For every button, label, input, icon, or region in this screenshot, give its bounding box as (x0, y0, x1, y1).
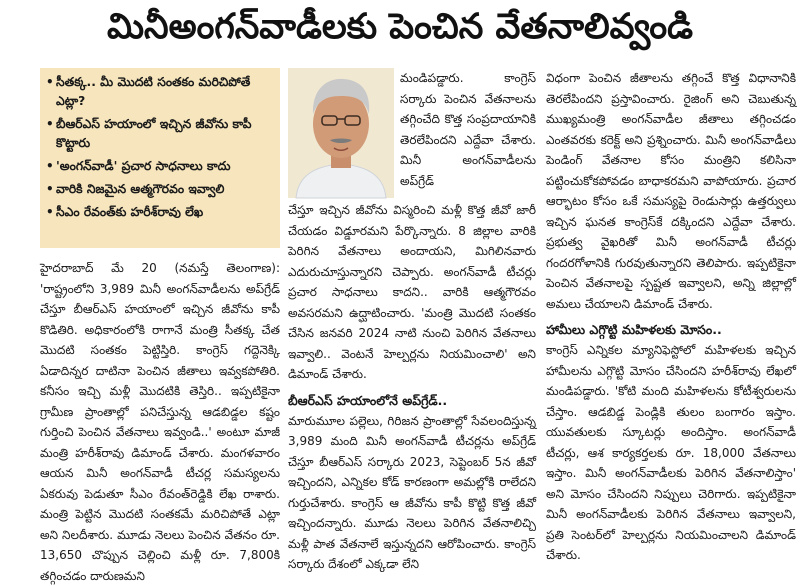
highlight-item (46, 73, 276, 111)
highlight-text: 'అంగన్‌వాడీ' ప్రచార సాధనాలు కాదు (56, 159, 231, 173)
subheading: హామీలు ఎగ్గొట్టి మహిళలకు మోసం.. (546, 322, 722, 337)
paragraph: మారుమూల పల్లెలు, గిరిజన ప్రాంతాల్లో సేవలందిస్తున్న 3,989 మంది మినీ అంగన్‌వాడీ టీచర్లను అప్‌గ్రేడ్ చేస్తూ బీఆర్‌ఎస్ సర్కారు 2023, సెప్టెంబర్ 5న జీవో ఇచ్చిందని, ఎన్నికల కోడ్ కారణంగా అమల్లోకి రాలేదని గుర్తుచేశారు. కాంగ్రెస్ ఆ జీవోను కాపీ కొట్టి కొత్త జీవో ఇచ్చిందన్నారు. మూడు నెలలు పెరిగిన వేతనాలిచ్చి మళ్లీ పాత వేతనాలే ఇస్తున్నదని ఆరోపించారు. కాంగ్రెస్ సర్కారు దేశంలో ఎక్కడా లేని (288, 413, 536, 571)
highlight-item (46, 115, 276, 153)
subheading: బీఆర్‌ఎస్ హయాంలోనే అప్‌గ్రేడ్.. (288, 392, 448, 408)
paragraph: విధంగా పెంచిన జీతాలను తగ్గించే కొత్త విధానానికి తెరలేపిందని ప్రస్తావించారు. రైజింగ్ అని చెబుతున్న ముఖ్యమంత్రి అంగన్‌వాడీల జీతాలు తగ్గించడం ఎంతవరకు కరెక్ట్ అని ప్రశ్నించారు. మినీ అంగన్‌వాడీలు పెండింగ్ వేతనాల కోసం మంత్రిని కలిసినా పట్టించుకోకపోవడం బాధాకరమని వాపోయారు. ప్రచార ఆర్భాటం కోసం ఒకే సమస్యపై రెండుసార్లు ఉత్తర్వులు ఇచ్చిన ఘనత కాంగ్రెస్‌కే దక్కిందని ఎద్దేవా చేశారు. ప్రభుత్వ వైఖరితో మినీ అంగన్‌వాడీ టీచర్లు గందరగోళానికి గురవుతున్నారని తెలిపారు. ఇప్పటికైనా పెంచిన వేతనాలపై స్పష్టత ఇవ్వాలని, అన్ని జిల్లాల్లో అమలు చేయాలని డిమాండ్ చేశారు. (546, 71, 796, 311)
author-photo (288, 68, 394, 198)
highlight-item (46, 157, 276, 176)
bullet-icon: • (46, 117, 54, 131)
highlight-text: బీఆర్‌ఎస్ హయాంలో ఇచ్చిన జీవోను కాపీ కొట్టారు (56, 117, 252, 150)
bullet-icon: • (46, 205, 54, 219)
paragraph: కాంగ్రెస్ ఎన్నికల మ్యానిఫెస్టోలో మహిళలకు ఇచ్చిన హామీలను ఎగ్గొట్టి మోసం చేసిందని హరీశ్‌రావు లేఖలో మండిపడ్డారు. 'కోటి మంది మహిళలను కోటీశ్వరులను చేస్తాం. ఆడబిడ్డ పెండ్లికి తులం బంగారం ఇస్తాం. యువతులకు స్కూటర్లు అందిస్తాం. అంగన్‌వాడీ టీచర్లు, ఆశ కార్యకర్తలకు రూ. 18,000 వేతనాలు ఇస్తాం. మినీ అంగన్‌వాడీలకు పెరిగిన వేతనాలిస్తాం' అని మోసం చేసిందని నిప్పులు చెరిగారు. ఇప్పటికైనా మినీ అంగన్‌వాడీలకు పెరిగిన వేతనాలు ఇవ్వాలని, ప్రతి సెంటర్‌లో హెల్పర్లను నియమించాలని డిమాండ్ చేశారు. (546, 343, 796, 562)
bullet-icon: • (46, 182, 54, 196)
column-2 (288, 200, 536, 571)
portrait-image (288, 68, 394, 198)
highlight-item (46, 180, 276, 199)
highlight-text: సీతక్క.. మీ మొదటి సంతకం మరిచిపోతే ఎట్లా? (56, 75, 251, 108)
headline: మినీఅంగన్‌వాడీలకు పెంచిన వేతనాలివ్వండి (106, 7, 694, 47)
highlight-text: సీఎం రేవంత్‌కు హరీశ్‌రావు లేఖ (56, 205, 204, 219)
highlight-item (46, 203, 276, 222)
paragraph: హైదరాబాద్ మే 20 (నమస్తే తెలంగాణ): 'రాష్ట్రంలోని 3,989 మినీ అంగన్‌వాడీలను అప్‌గ్రేడ్ చేస్తూ బీఆర్‌ఎస్ హయాంలో ఇచ్చిన జీవోను కాపీ కొడితిరి. అధికారంలోకి రాగానే మంత్రి సీతక్క చేత మొదటి సంతకం పెట్టిస్తిరి. కాంగ్రెస్ గద్దెనెక్కి ఏడాదిన్నర దాటినా పెంచిన జీతాలు ఇవ్వకపోతిరి. కనీసం ఇచ్చి మళ్లీ మొదటికి తెస్తిరి.. ఇప్పటికైనా గ్రామీణ ప్రాంతాల్లో పనిచేస్తున్న ఆడబిడ్డల కష్టం గుర్తించి పెంచిన వేతనాలు ఇవ్వండి..' అంటూ మాజీ మంత్రి హరీశ్‌రావు డిమాండ్ చేశారు. మంగళవారం ఆయన మినీ అంగన్‌వాడీ టీచర్ల సమస్యలను ఏకరువు పెడుతూ సీఎం రేవంత్‌రెడ్డికి లేఖ రాశారు. మంత్రి పెట్టిన మొదటి సంతకమే మరిచిపోతే ఎట్లా అని నిలదీశారు. మూడు నెలలు పెంచిన వేతనం రూ. 13,650 చొప్పున చెల్లించి మళ్లీ రూ. 7,800కి తగ్గించడం దారుణమని (40, 261, 280, 583)
bullet-icon: • (46, 75, 54, 89)
highlights-box (40, 68, 280, 248)
paragraph: చేస్తూ ఇచ్చిన జీవోను విస్మరించి మళ్లీ కొత్త జీవో జారీ చేయడం విడ్డూరమని పేర్కొన్నారు. 8 జిల్లాల వారికి పెరిగిన వేతనాలు అందాయని, మిగిలినవారు ఎదురుచూస్తున్నారని చెప్పారు. అంగన్‌వాడీ టీచర్లు ప్రచార సాధనాలు కాదని.. వారికి ఆత్మగౌరవం అవసరమని ఉద్ఘాటించారు. 'మంత్రి మొదటి సంతకం చేసిన జనవరి 2024 నాటి నుంచి పెరిగిన వేతనాలు ఇవ్వాలి.. వెంటనే హెల్పర్లను నియమించాలి' అని డిమాండ్ చేశారు. (288, 203, 536, 381)
bullet-icon: • (46, 159, 54, 173)
highlight-text: వారికి నిజమైన ఆత్మగౌరవం ఇవ్వాలి (56, 182, 225, 196)
column-2-top: మండిపడ్డారు. కాంగ్రెస్ సర్కారు పెంచిన వేతనాలను తగ్గించేది కొత్త సంప్రదాయానికి తెరలేపిందని ఎద్దేవా చేశారు. మినీ అంగన్‌వాడీలను అప్‌గ్రేడ్ (400, 71, 536, 188)
column-1 (40, 258, 280, 583)
column-3 (546, 68, 796, 562)
